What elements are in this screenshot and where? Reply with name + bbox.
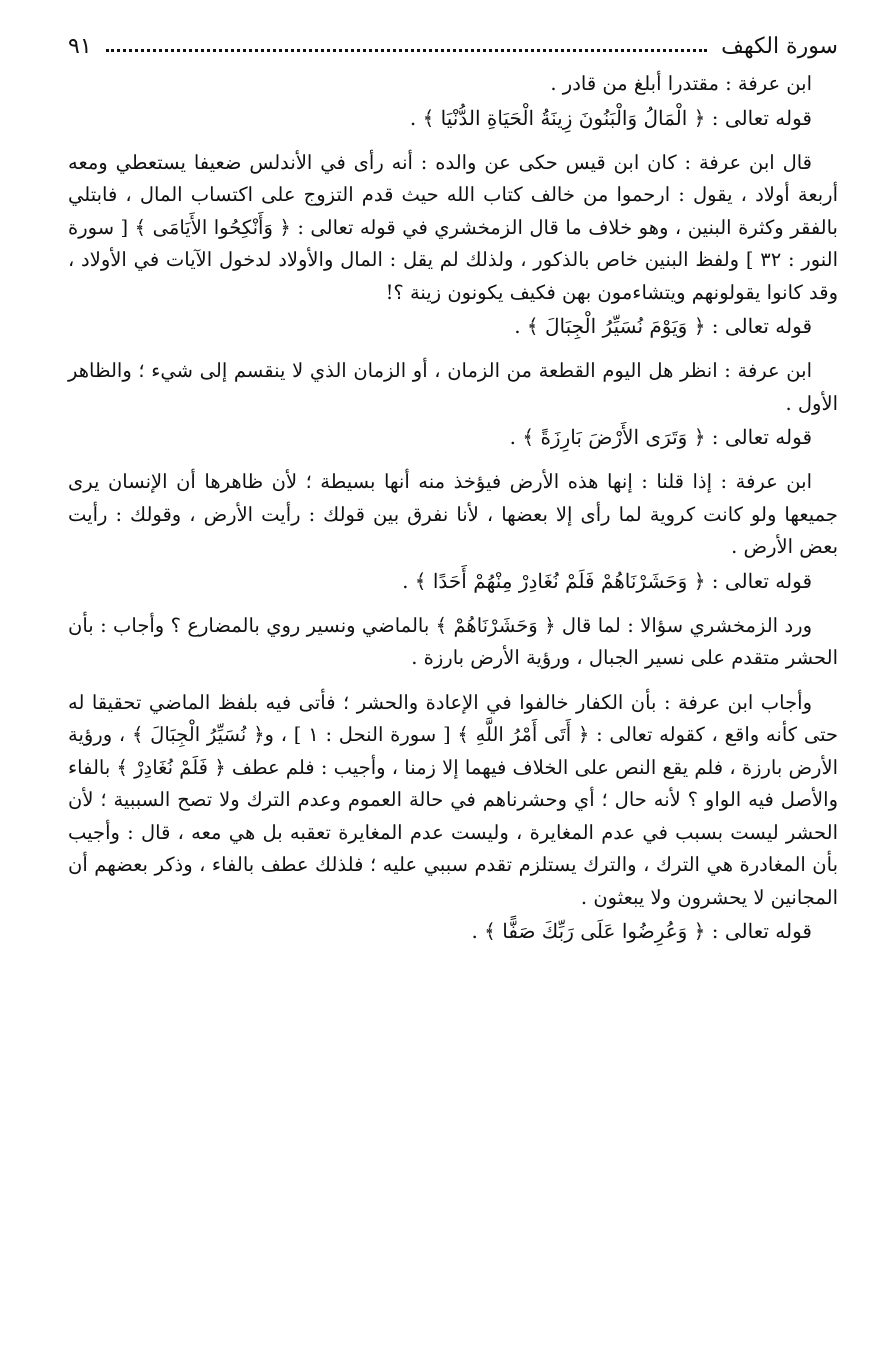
header-dotted-rule bbox=[106, 37, 708, 52]
paragraph: ابن عرفة : مقتدرا أبلغ من قادر . bbox=[550, 72, 812, 95]
page-content bbox=[68, 68, 838, 948]
surah-title: سورة الكهف bbox=[721, 33, 838, 59]
page-number: ٩١ bbox=[68, 33, 92, 59]
paragraph: ابن عرفة : إذا قلنا : إنها هذه الأرض فيؤخذ منه أنها بسيطة ؛ لأن ظاهرها أن الإنسان يرى جميعها ولو كانت كروية لما رأى إلا بعضها ، لأنا نفرق بين قولك : رأيت الأرض ، وقولك : رأيت بعض الأرض . bbox=[68, 470, 838, 558]
paragraph: قال ابن عرفة : كان ابن قيس حكى عن والده : أنه رأى في الأندلس ضعيفا يستعطي ومعه أربعة أولاد ، يقول : ارحموا من خالف كتاب الله حيث قدم التزوج على اكتساب المال ، فابتلي بالفقر وكثرة البنين ، وهو خلاف ما قال الزمخشري في قوله تعالى : ﴿ وَأَنْكِحُوا الأَيَامَى ﴾ [ سورة النور : ٣٢ ] ولفظ البنين خاص بالذكور ، ولذلك لم يقل : المال والأولاد لدخول الآيات في الأولاد ، وقد كانوا يقولونهم ويتشاءمون بهن فكيف يكونون زينة ؟! bbox=[68, 150, 839, 304]
paragraph: ابن عرفة : انظر هل اليوم القطعة من الزمان ، أو الزمان الذي لا ينقسم إلى شيء ؛ والظاهر الأول . bbox=[68, 359, 838, 415]
book-page bbox=[68, 26, 838, 948]
ayah-heading: قوله تعالى : ﴿ وَتَرَى الأَرْضَ بَارِزَةً ﴾ . bbox=[509, 425, 812, 449]
paragraph: ورد الزمخشري سؤالا : لما قال ﴿ وَحَشَرْنَاهُمْ ﴾ بالماضي ونسير روي بالمضارع ؟ وأجاب : بأن الحشر متقدم على نسير الجبال ، ورؤية الأرض بارزة . bbox=[68, 613, 838, 669]
ayah-heading: قوله تعالى : ﴿ وَعُرِضُوا عَلَى رَبِّكَ صَفًّا ﴾ . bbox=[471, 919, 812, 943]
ayah-heading: قوله تعالى : ﴿ وَيَوْمَ نُسَيِّرُ الْجِبَالَ ﴾ . bbox=[514, 314, 812, 338]
paragraph: وأجاب ابن عرفة : بأن الكفار خالفوا في الإعادة والحشر ؛ فأتى فيه بلفظ الماضي تحقيقا له حتى كأنه واقع ، كقوله تعالى : ﴿ أَتَى أَمْرُ اللَّهِ ﴾ [ سورة النحل : ١ ] ، و﴿ نُسَيِّرُ الْجِبَالَ ﴾ ، ورؤية الأرض بارزة ، فلم يقع النص على الخلاف فيهما إلا زمنا ، وأجيب : فلم عطف ﴿ فَلَمْ نُغَادِرْ ﴾ بالفاء والأصل فيه الواو ؟ لأنه حال ؛ أي وحشرناهم في حالة العموم وعدم الترك ولا تصح السببية ؛ لأن الحشر ليست بسبب في عدم المغايرة ، وليست عدم المغايرة تعقبه بل هي معه ، قال : وأجيب بأن المغادرة هي الترك ، والترك يستلزم تقدم سببي عليه ؛ فلذلك عطف بالفاء ، وذكر بعضهم أن المجانين لا يحشرون ولا يبعثون . bbox=[68, 690, 839, 909]
ayah-heading: قوله تعالى : ﴿ الْمَالُ وَالْبَنُونَ زِينَةُ الْحَيَاةِ الدُّنْيَا ﴾ . bbox=[409, 105, 812, 130]
ayah-heading: قوله تعالى : ﴿ وَحَشَرْنَاهُمْ فَلَمْ نُغَادِرْ مِنْهُمْ أَحَدًا ﴾ . bbox=[402, 568, 812, 593]
page-header bbox=[68, 26, 838, 66]
